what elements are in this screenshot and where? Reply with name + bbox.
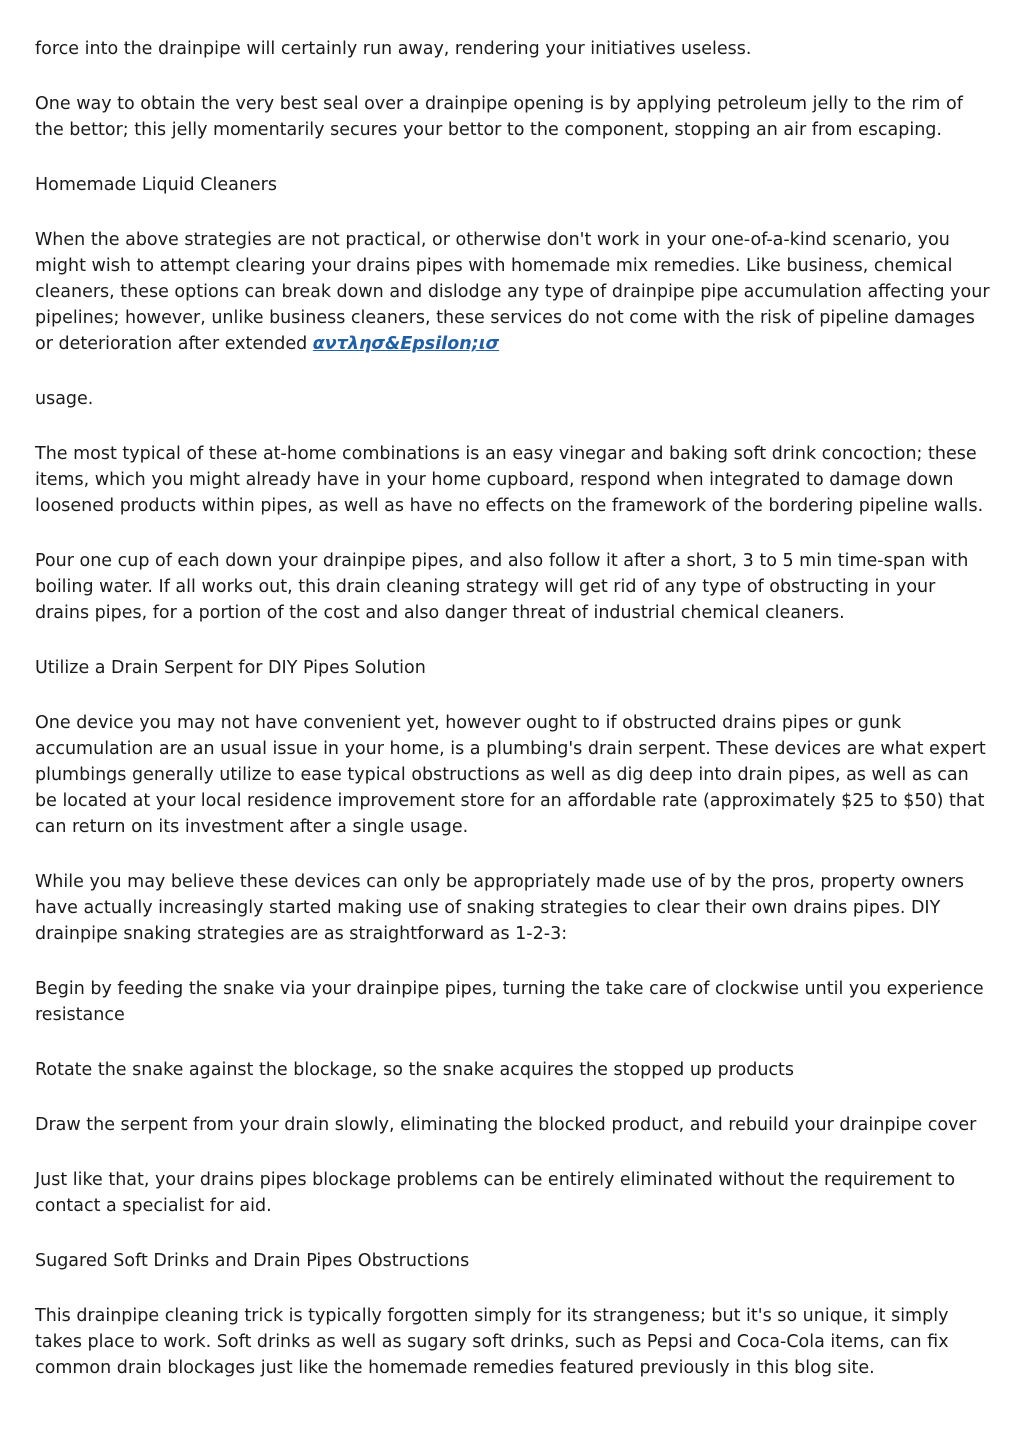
paragraph: This drainpipe cleaning trick is typically forgotten simply for its strangeness; but it's so unique, it simply takes place to work. Soft drinks as well as sugary soft drinks, such as Pepsi and Coca-Cola items, can fix common drain blockages just like the homemade remedies featured previously in this blog site. bbox=[35, 1306, 949, 1378]
step-item: Begin by feeding the snake via your drainpipe pipes, turning the take care of clockwise until you experience resistance bbox=[35, 979, 984, 1025]
paragraph-with-link bbox=[35, 227, 990, 357]
section-heading: Homemade Liquid Cleaners bbox=[35, 175, 277, 195]
paragraph: One way to obtain the very best seal over a drainpipe opening is by applying petroleum jelly to the rim of the bettor; this jelly momentarily secures your bettor to the component, stopping an air from escaping. bbox=[35, 94, 963, 140]
paragraph: While you may believe these devices can only be appropriately made use of by the pros, property owners have actually increasingly started making use of snaking strategies to clear their own drains pipes. DIY drainpipe snaking strategies are as straightforward as 1-2-3: bbox=[35, 872, 965, 944]
paragraph: force into the drainpipe will certainly run away, rendering your initiatives useless. bbox=[35, 39, 752, 59]
paragraph: Just like that, your drains pipes blockage problems can be entirely eliminated without the requirement to contact a specialist for aid. bbox=[35, 1170, 956, 1216]
section-heading: Sugared Soft Drinks and Drain Pipes Obstructions bbox=[35, 1251, 470, 1271]
paragraph: One device you may not have convenient yet, however ought to if obstructed drains pipes or gunk accumulation are an usual issue in your home, is a plumbing's drain serpent. These devices are what expert plumbings generally utilize to ease typical obstructions as well as dig deep into drain pipes, as well as can be located at your local residence improvement store for an affordable rate (approximately $25 to $50) that can return on its investment after a single usage. bbox=[35, 713, 986, 837]
paragraph: Pour one cup of each down your drainpipe pipes, and also follow it after a short, 3 to 5 min time-span with boiling water. If all works out, this drain cleaning strategy will get rid of any type of obstructing in your drains pipes, for a portion of the cost and also danger threat of industrial chemical cleaners. bbox=[35, 551, 969, 623]
step-item: Draw the serpent from your drain slowly, eliminating the blocked product, and rebuild your drainpipe cover bbox=[35, 1115, 977, 1135]
paragraph-text: When the above strategies are not practical, or otherwise don't work in your one-of-a-kind scenario, you might wish to attempt clearing your drains pipes with homemade mix remedies. Like business, chemical cleaners, these options can break down and dislodge any type of drainpipe pipe accumulation affecting your pipelines; however, unlike business cleaners, these services do not come with the risk of pipeline damages or deterioration after extended bbox=[35, 230, 990, 354]
paragraph: usage. bbox=[35, 389, 94, 409]
document-page bbox=[35, 36, 990, 1410]
section-heading: Utilize a Drain Serpent for DIY Pipes Solution bbox=[35, 658, 426, 678]
step-item: Rotate the snake against the blockage, so the snake acquires the stopped up products bbox=[35, 1060, 795, 1080]
inline-link[interactable]: αντλησ&Epsilon;ισ bbox=[312, 334, 500, 354]
paragraph: The most typical of these at-home combinations is an easy vinegar and baking soft drink concoction; these items, which you might already have in your home cupboard, respond when integrated to damage down loosened products within pipes, as well as have no effects on the framework of the bordering pipeline walls. bbox=[35, 444, 984, 516]
